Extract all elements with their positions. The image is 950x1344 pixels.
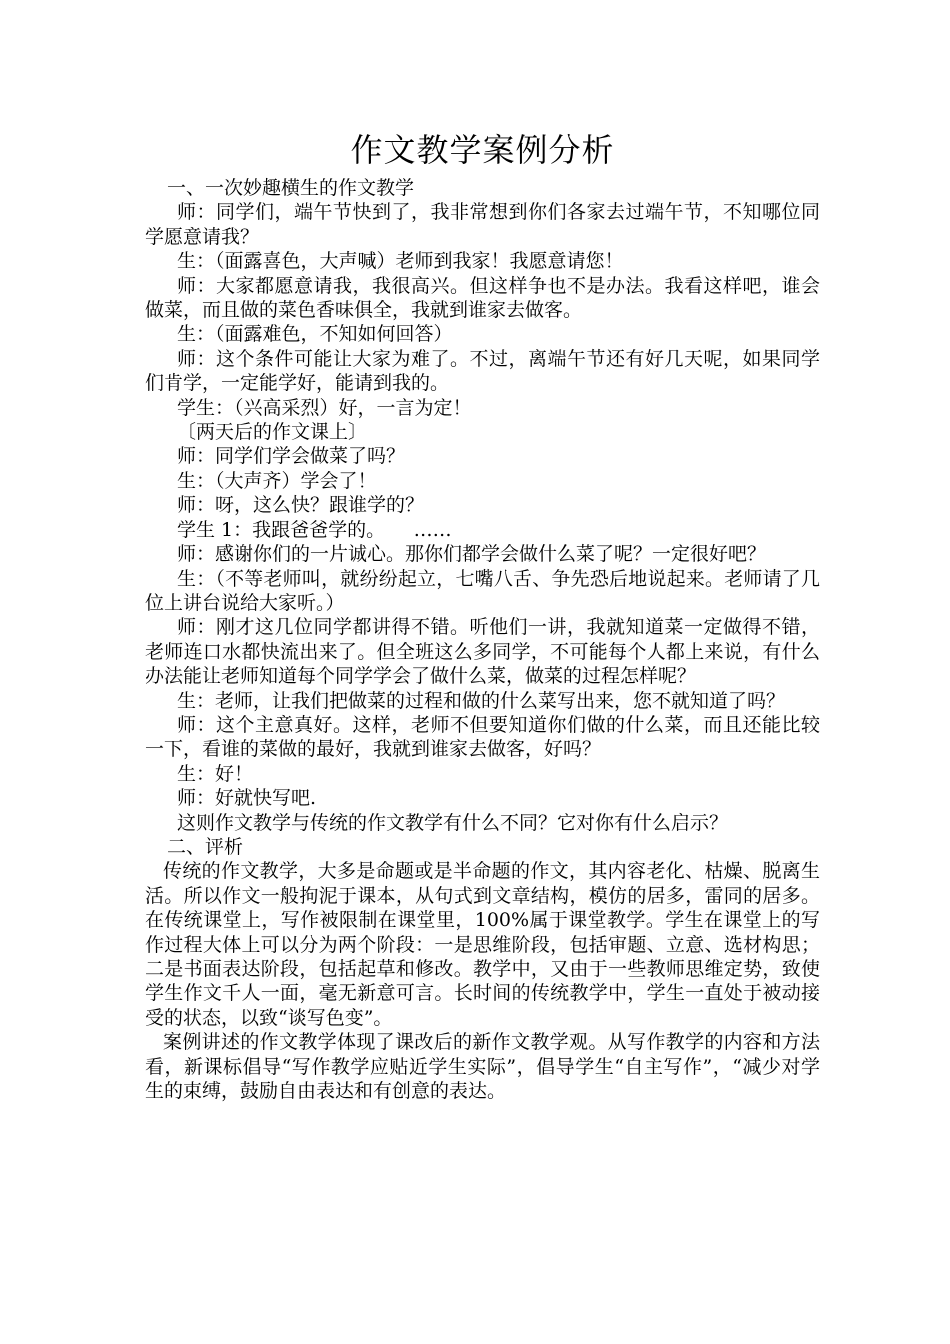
paragraph: 师：这个条件可能让大家为难了。不过，离端午节还有好几天呢，如果同学们肯学，一定能学好，能请到我的。 (145, 347, 820, 395)
paragraph: 生：（面露喜色，大声喊）老师到我家！我愿意请您！ (177, 250, 624, 273)
paragraph: 生：老师，让我们把做菜的过程和做的什么菜写出来，您不就知道了吗？ (177, 689, 786, 712)
paragraph: 传统的作文教学，大多是命题或是半命题的作文，其内容老化、枯燥、脱离生活。所以作文一般拘泥于课本，从句式到文章结构，模仿的居多，雷同的居多。在传统课堂上，写作被限制在课堂里，100%属于课堂教学。学生在课堂上的写作过程大体上可以分为两个阶段：一是思维阶段，包括审题、立意、选材构思；二是书面表达阶段，包括起草和修改。教学中，又由于一些教师思维定势，致使学生作文千人一面，毫无新意可言。长时间的传统教学中，学生一直处于被动接受的状态，以致“谈写色变”。 (145, 860, 820, 1029)
paragraph: 师：刚才这几位同学都讲得不错。听他们一讲，我就知道菜一定做得不错，老师连口水都快流出来了。但全班这么多同学，不可能每个人都上来说，有什么办法能让老师知道每个同学学会了做什么菜，做菜的过程怎样呢？ (145, 616, 820, 688)
document-page (145, 128, 820, 1103)
paragraph: 师：这个主意真好。这样，老师不但要知道你们做的什么菜，而且还能比较一下，看谁的菜做的最好，我就到谁家去做客，好吗？ (145, 713, 820, 761)
paragraph: 师：呀，这么快？跟谁学的？ (177, 494, 425, 517)
paragraph: 这则作文教学与传统的作文教学有什么不同？它对你有什么启示？ (177, 811, 729, 834)
paragraph: 生：（大声齐）学会了！ (177, 469, 377, 492)
paragraph: 师：同学们，端午节快到了，我非常想到你们各家去过端午节，不知哪位同学愿意请我？ (145, 201, 820, 248)
section-heading-case: 一、一次妙趣横生的作文教学 (167, 177, 415, 199)
paragraph: 〔两天后的作文课上〕 (177, 421, 368, 444)
paragraph: 生：好！ (177, 762, 254, 785)
paragraph: 生：（不等老师叫，就纷纷起立，七嘴八舌、争先恐后地说起来。老师请了几位上讲台说给大家听。） (145, 567, 820, 614)
document-title: 作文教学案例分析 (350, 131, 615, 169)
paragraph: 师：大家都愿意请我，我很高兴。但这样争也不是办法。我看这样吧，谁会做菜，而且做的菜色香味俱全，我就到谁家去做客。 (145, 274, 820, 322)
paragraph: 学生：（兴高采烈）好，一言为定！ (177, 396, 472, 419)
paragraph: 师：同学们学会做菜了吗？ (177, 445, 406, 468)
paragraph: 师：好就快写吧. (177, 787, 317, 810)
paragraph: 案例讲述的作文教学体现了课改后的新作文教学观。从写作教学的内容和方法看，新课标倡导“写作教学应贴近学生实际”，倡导学生“自主写作”，“减少对学生的束缚，鼓励自由表达和有创意的表达。 (145, 1031, 820, 1103)
paragraph: 师：感谢你们的一片诚心。那你们都学会做什么菜了呢？一定很好吧？ (177, 543, 767, 566)
section-heading-analysis: 二、评析 (167, 835, 244, 858)
paragraph: 学生 1：我跟爸爸学的。 …… (177, 518, 452, 541)
document-body (145, 176, 820, 1103)
paragraph: 生：（面露难色，不知如何回答） (177, 323, 453, 346)
